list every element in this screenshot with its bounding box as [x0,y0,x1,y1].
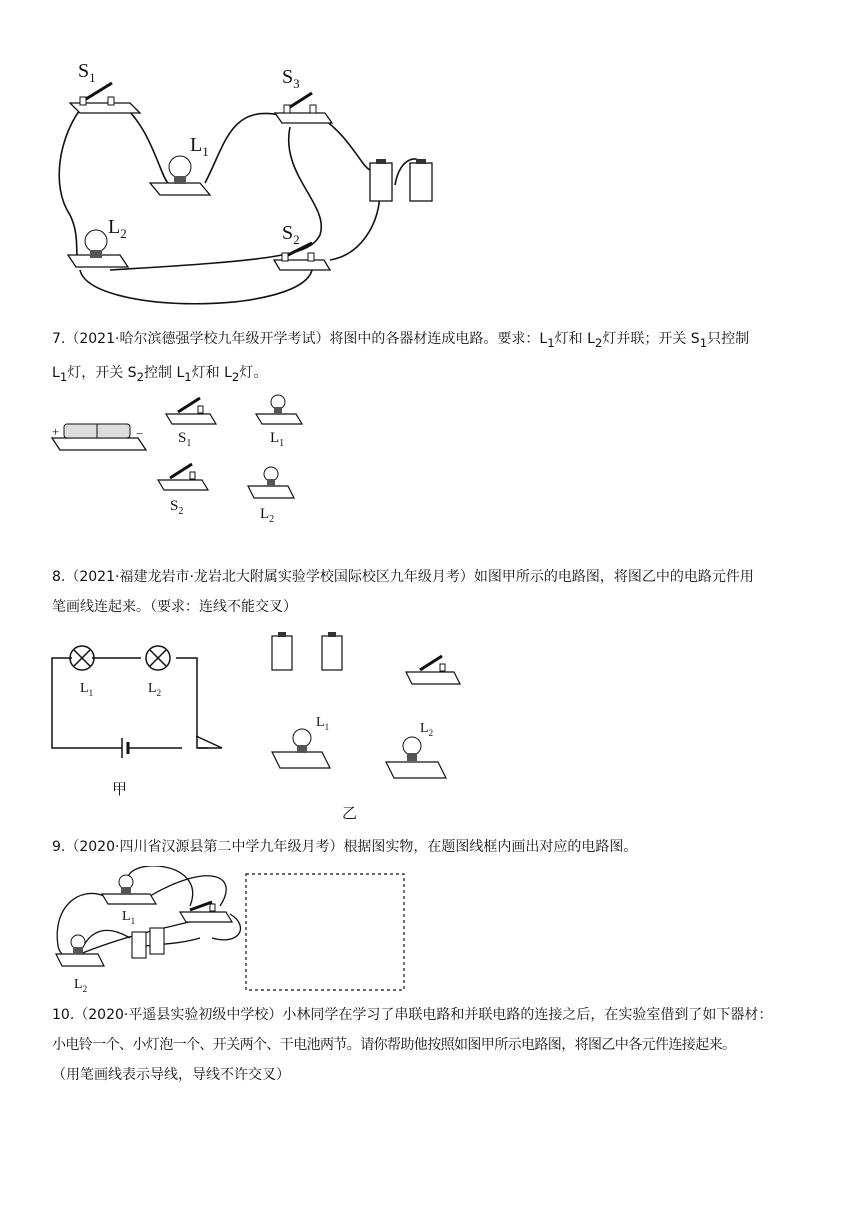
label-l1-jia: $L_1$ [80,681,94,698]
q8-line-1: 8.（2021·福建龙岩市·龙岩北大附属实验学校国际校区九年级月考）如图甲所示的电路图，将图乙中的电路元件用 [52,569,754,585]
switch-s1 [70,83,140,113]
switch-s1 [166,398,216,424]
q7-components-figure [50,388,310,528]
label-l1: $L_1$ [190,134,209,159]
bulb-l1 [102,875,156,904]
label-l1: $L_1$ [122,909,136,926]
question-10 [52,1000,822,1090]
plus-sign: + [52,424,60,439]
battery-holder [52,424,146,450]
minus-sign: − [136,426,144,441]
bulb-l1 [272,729,330,768]
switch-s2 [274,243,330,270]
q7-line-1: 7.（2021·哈尔滨德强学校九年级开学考试）将图中的各器材连成电路。要求：$L_1$灯和 $L_2$灯并联；开关 $S_1$只控制 [52,331,750,350]
caption-yi: 乙 [342,804,358,822]
label-s2: $S_2$ [170,498,184,517]
q10-line-1: 10.（2020·平遥县实验初级中学校）小林同学在学习了串联电路和并联电路的连接之后，在实验室借到了如下器材： [52,1007,773,1023]
switch-s3 [275,93,332,123]
label-l1-yi: $L_1$ [316,715,330,732]
switch [180,902,232,922]
q10-line-3: （用笔画线表示导线，导线不许交叉） [52,1067,290,1083]
schematic-jia [52,646,222,758]
switch [406,656,460,684]
bulb-l2 [248,467,294,498]
switch-s2 [158,464,208,490]
bulb-l2 [56,935,104,966]
label-l1: $L_1$ [270,430,285,449]
q6-circuit-figure [50,55,450,317]
label-l2: $L_2$ [260,506,275,525]
battery-cells [272,632,342,670]
q8-circuit-figures [50,626,480,826]
label-l2-yi: $L_2$ [420,721,434,738]
label-l2-jia: $L_2$ [148,681,162,698]
question-8 [52,562,822,622]
battery-cells [370,159,432,201]
question-9 [52,832,822,862]
q9-line-1: 9.（2020·四川省汉源县第二中学九年级月考）根据图实物，在题图线框内画出对应的电路图。 [52,839,638,855]
bulb-l1 [150,156,210,195]
answer-box [246,874,404,990]
q10-line-2: 小电铃一个、小灯泡一个、开关两个、干电池两节。请你帮助他按照如图甲所示电路图，将图乙中各元件连接起来。 [52,1037,736,1053]
label-l2: $L_2$ [74,977,88,994]
bulb-l1 [256,395,302,424]
label-s1: $S_1$ [78,60,96,85]
bulb-l2 [386,737,446,778]
q9-circuit-figure [50,866,410,994]
label-s3: $S_3$ [282,66,300,91]
question-7 [52,324,822,392]
q7-line-2: $L_1$灯，开关 $S_2$控制 $L_1$灯和 $L_2$灯。 [52,364,268,384]
label-s2: $S_2$ [282,222,300,247]
label-s1: $S_1$ [178,430,192,449]
caption-jia: 甲 [112,780,128,798]
q8-line-2: 笔画线连起来。（要求：连线不能交叉） [52,599,297,615]
label-l2: $L_2$ [108,216,127,241]
